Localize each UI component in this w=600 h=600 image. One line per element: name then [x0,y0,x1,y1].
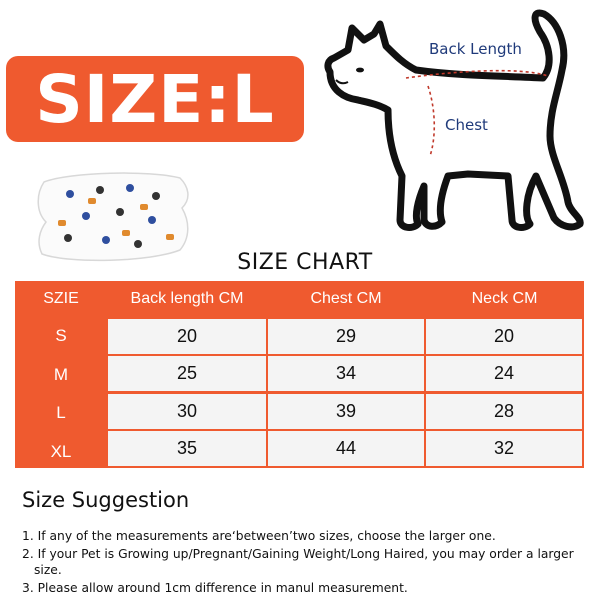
row-size-xl: XL [50,442,72,461]
row-size-s: S [55,326,67,345]
suggestion-item: 2. If your Pet is Growing up/Pregnant/Gaining Weight/Long Haired, you may order a larger size. [22,546,574,577]
header-back-length: Back length CM [130,290,244,307]
header-neck: Neck CM [471,290,538,307]
size-badge [6,56,304,142]
size-chart-title: SIZE CHART [237,250,373,275]
cell-m-neck: 24 [426,356,582,391]
header-size: SZIE [43,290,79,307]
cell-xl-back: 35 [108,431,266,466]
cell-l-chest: 39 [268,394,424,429]
size-chart-table [15,281,584,468]
cell-xl-neck: 32 [426,431,582,466]
cell-xl-chest: 44 [268,431,424,466]
size-suggestion-list [22,528,592,597]
table-header-row [15,281,584,319]
cell-s-neck: 20 [426,319,582,354]
cell-m-chest: 34 [268,356,424,391]
cell-l-neck: 28 [426,394,582,429]
suggestion-item: 1. If any of the measurements are‘between’two sizes, choose the larger one. [22,529,496,543]
back-length-label: Back Length [429,40,522,58]
cell-m-back: 25 [108,356,266,391]
header-chest: Chest CM [310,290,382,307]
cell-l-back: 30 [108,394,266,429]
row-size-l: L [56,403,66,422]
chest-label: Chest [445,116,488,134]
cell-s-chest: 29 [268,319,424,354]
suggestion-item: 3. Please allow around 1cm difference in manul measurement. [22,580,408,595]
cell-s-back: 20 [108,319,266,354]
size-badge-text: SIZE:L [35,60,275,138]
size-suggestion-title: Size Suggestion [22,488,190,512]
row-size-m: M [53,365,69,384]
